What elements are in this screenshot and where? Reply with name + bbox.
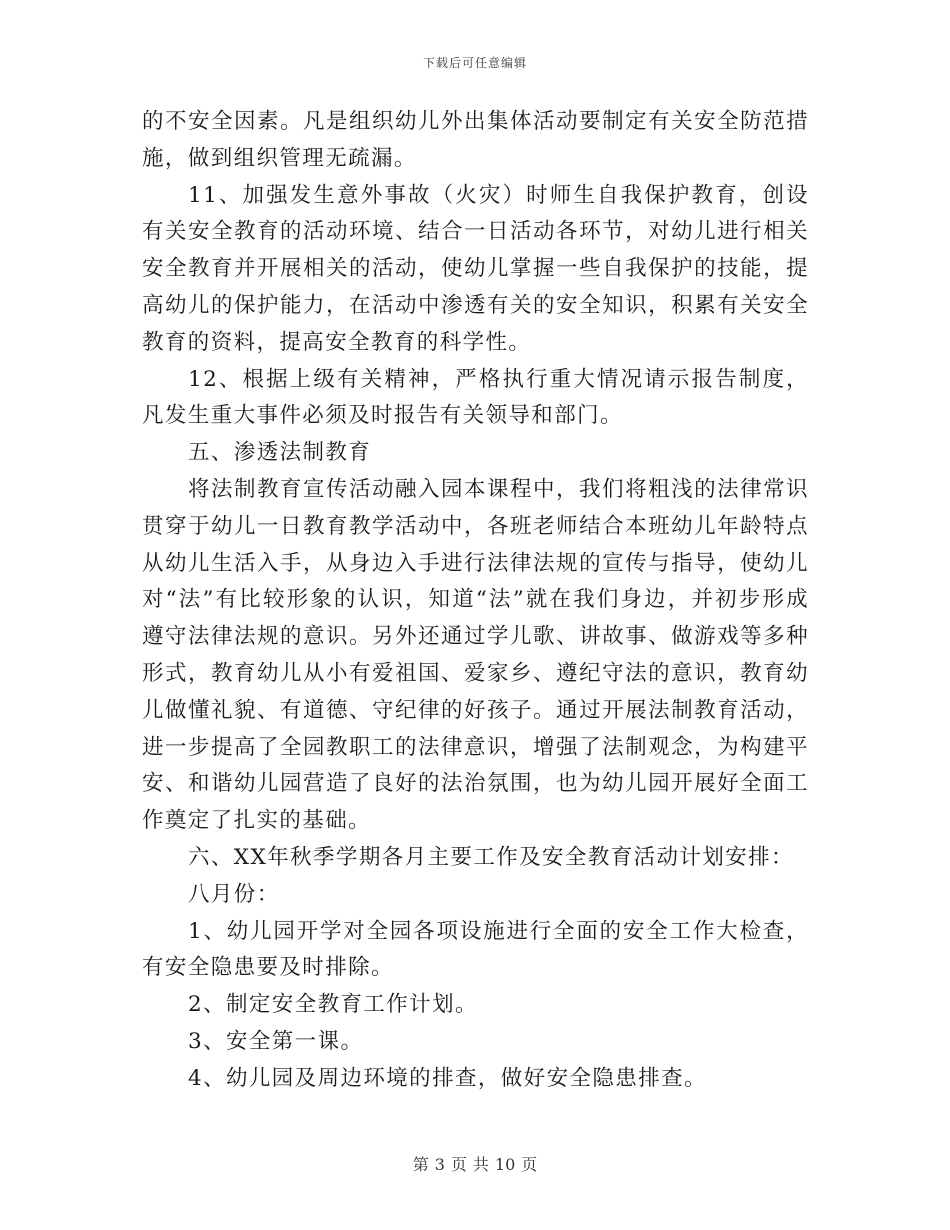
section-heading-5: 五、渗透法制教育 xyxy=(188,440,372,466)
paragraph-item-11: 11、加强发生意外事故（火灾）时师生自我保护教育，创设有关安全教育的活动环境、结合一日活动各环节，对幼儿进行相关安全教育并开展相关的活动，使幼儿掌握一些自我保护的技能，提高幼儿的保护能力，在活动中渗透有关的安全知识，积累有关安全教育的资料，提高安全教育的科学性。 xyxy=(142,182,809,355)
footer-prefix: 第 xyxy=(412,1155,429,1174)
page-header: 下载后可任意编辑 xyxy=(422,56,527,70)
list-item-3: 3、安全第一课。 xyxy=(188,1028,364,1054)
list-item-1: 1、幼儿园开学对全园各项设施进行全面的安全工作大检查，有安全隐患要及时排除。 xyxy=(142,918,809,981)
document-body xyxy=(142,104,809,1098)
footer-current-page: 3 xyxy=(434,1155,445,1174)
footer-total-word: 共 xyxy=(472,1155,489,1174)
paragraph-1: 的不安全因素。凡是组织幼儿外出集体活动要制定有关安全防范措施，做到组织管理无疏漏。 xyxy=(142,109,809,171)
section-heading-6: 六、XX年秋季学期各月主要工作及安全教育活动计划安排： xyxy=(188,844,794,870)
paragraph-legal-education: 将法制教育宣传活动融入园本课程中，我们将粗浅的法律常识贯穿于幼儿一日教育教学活动中，各班老师结合本班幼儿年龄特点从幼儿生活入手，从身边入手进行法律法规的宣传与指导，使幼儿对“法”有比较形象的认识，知道“法”就在我们身边，并初步形成遵守法律法规的意识。另外还通过学儿歌、讲故事、做游戏等多种形式，教育幼儿从小有爱祖国、爱家乡、遵纪守法的意识，教育幼儿做懂礼貌、有道德、守纪律的好孩子。通过开展法制教育活动，进一步提高了全园教职工的法律意识，增强了法制观念，为构建平安、和谐幼儿园营造了良好的法治氛围，也为幼儿园开展好全面工作奠定了扎实的基础。 xyxy=(142,476,809,834)
paragraph-item-12: 12、根据上级有关精神，严格执行重大情况请示报告制度，凡发生重大事件必须及时报告有关领导和部门。 xyxy=(142,366,809,429)
footer-page-word: 页 xyxy=(450,1155,467,1174)
list-item-2: 2、制定安全教育工作计划。 xyxy=(188,992,478,1018)
page-footer xyxy=(0,1152,950,1175)
footer-suffix: 页 xyxy=(521,1155,538,1174)
footer-total-pages: 10 xyxy=(494,1155,516,1174)
month-heading-august: 八月份： xyxy=(188,881,280,907)
list-item-4: 4、幼儿园及周边环境的排查，做好安全隐患排查。 xyxy=(188,1065,707,1091)
